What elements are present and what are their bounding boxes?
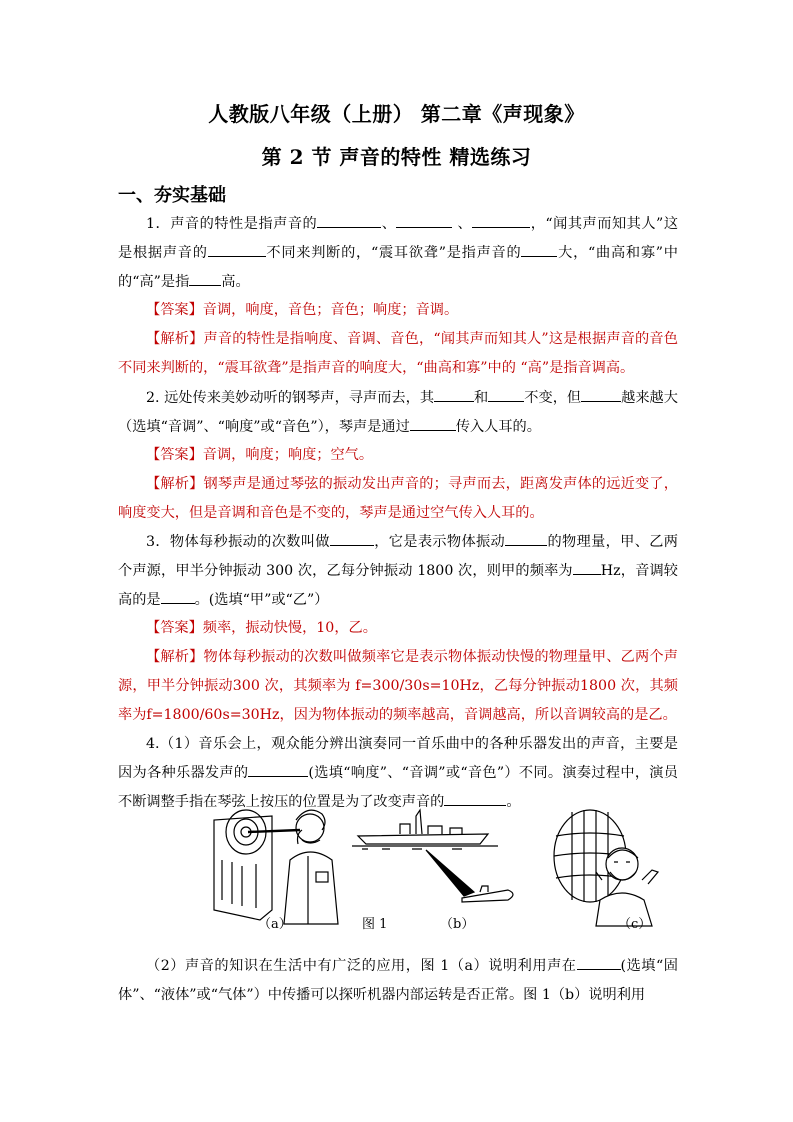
q1-answer [118, 296, 678, 325]
q4-text: （2）声音的知识在生活中有广泛的应用，图 1（a）说明利用声在 [146, 958, 577, 974]
question-2 [118, 384, 678, 442]
answer-text: 音调，响度，音色；音色；响度；音调。 [202, 302, 459, 318]
answer-blank [330, 531, 374, 546]
answer-text: 音调，响度；响度；空气。 [202, 447, 374, 463]
q4-text: 4.（1）音乐会上，观众能分辨出演奏同一首乐曲中的各种乐器发出的声音，主要是因为各种乐器发声的 [118, 736, 678, 781]
analysis-label: 【解析】 [146, 331, 204, 347]
q4-text: 。 [506, 794, 521, 810]
answer-label: 【答案】 [146, 447, 203, 463]
answer-blank [208, 242, 266, 257]
q3-text: 。(选填“甲”或“乙”） [194, 592, 329, 608]
answer-blank [488, 387, 524, 402]
figure-caption-a: （a） [258, 917, 292, 932]
q1-text: 高。 [221, 274, 250, 290]
q2-analysis [118, 470, 678, 528]
answer-blank [161, 589, 195, 604]
q2-text: 越来越大（选填“音调”、“响度”或“音色”），琴声是通过 [118, 390, 678, 435]
q4-text: (选填“响度”、“音调”或“音色”）不同。演奏过程中，演员不断调整手指在琴弦上按压的位置是为了改变声音的 [118, 765, 678, 810]
figure-label: 图 1 [362, 917, 388, 932]
analysis-label: 【解析】 [146, 649, 204, 665]
answer-blank [317, 213, 381, 228]
q1-text: ，“闻其声而知其人”这是根据声音的 [118, 216, 679, 261]
figure-caption-c: （c） [618, 917, 652, 932]
question-1 [118, 210, 678, 297]
answer-blank [248, 762, 308, 777]
answer-blank [396, 213, 452, 228]
q3-text: ，它是表示物体振动 [373, 534, 506, 550]
q1-analysis [118, 325, 678, 383]
analysis-text: 物体每秒振动的次数叫做频率它是表示物体振动快慢的物理量甲、乙两个声源，甲半分钟振动300 次，其频率为 f=300/30s=10Hz，乙每分钟振动1800 次，其频率为f=1800/60s=30Hz，因为物体振动的频率越高，音调越高，所以音调较高的是乙。 [118, 649, 678, 723]
answer-blank [505, 531, 547, 546]
analysis-text: 声音的特性是指响度、音调、音色，“闻其声而知其人”这是根据声音的音色不同来判断的，“震耳欲聋”是指声音的响度大，“曲高和寡”中的 “高”是指音调高。 [118, 331, 678, 376]
q1-text: 1．声音的特性是指声音的 [146, 216, 318, 232]
answer-blank [434, 387, 474, 402]
answer-blank [189, 271, 221, 286]
analysis-text: 钢琴声是通过琴弦的振动发出声音的；寻声而去，距离发声体的远近变了，响度变大，但是音调和音色是不变的，琴声是通过空气传入人耳的。 [118, 476, 678, 521]
q3-text: Hz，音调较高的是 [118, 563, 678, 608]
ship-drawing [352, 810, 498, 849]
answer-blank [573, 560, 601, 575]
q4-text: (选填“固体”、“液体”或“气体”）中传播可以探听机器内部运转是否正常。图 1（b）说明利用 [118, 958, 678, 1003]
figure-caption-b: （b） [440, 917, 475, 932]
analysis-label: 【解析】 [146, 476, 204, 492]
q3-answer [118, 614, 678, 643]
q2-text: 和 [474, 390, 489, 406]
document-title: 人教版八年级（上册） 第二章《声现象》 [208, 102, 585, 126]
answer-label: 【答案】 [146, 620, 203, 636]
worker-drawing [284, 810, 338, 924]
answer-label: 【答案】 [146, 302, 203, 318]
section-heading: 一、夯实基础 [118, 185, 226, 206]
answer-blank [521, 242, 557, 257]
answer-blank [581, 387, 621, 402]
q3-text: 3．物体每秒振动的次数叫做 [146, 534, 330, 550]
answer-text: 频率，振动快慢，10，乙。 [202, 620, 377, 636]
question-4-part-2 [118, 952, 678, 1010]
question-3 [118, 528, 678, 615]
answer-blank [472, 213, 530, 228]
q2-text: 不变，但 [524, 390, 582, 406]
q3-analysis [118, 643, 678, 730]
sonar-beam [426, 850, 474, 896]
q2-text: 2. 远处传来美妙动听的钢琴声，寻声而去，其 [146, 390, 435, 406]
q3-text: 的物理量，甲、乙两个声源，甲半分钟振动 300 次，乙每分钟振动 1800 次，则甲的频率为 [118, 534, 678, 579]
answer-blank [577, 955, 621, 970]
q2-text: 传入人耳的。 [455, 419, 541, 435]
answer-blank [410, 416, 456, 431]
section-subtitle: 第 2 节 声音的特性 精选练习 [261, 145, 532, 169]
q1-text: 不同来判断的，“震耳欲聋”是指声音的 [265, 245, 522, 261]
q2-answer [118, 441, 678, 470]
q1-text: 、 [381, 216, 397, 232]
machine-drawing [214, 810, 300, 920]
q1-text: 、 [452, 216, 473, 232]
q1-text: 大，“曲高和寡”中的“高”是指 [118, 245, 678, 290]
